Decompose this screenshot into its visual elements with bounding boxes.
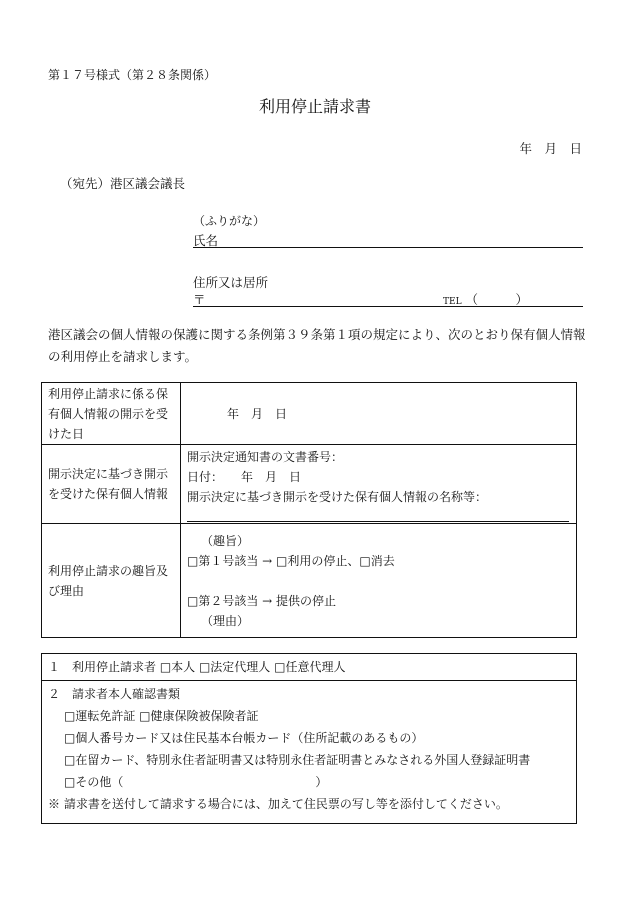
table-row — [42, 383, 577, 445]
tel-parens: （ ） — [465, 292, 529, 307]
table-row — [42, 654, 577, 681]
name-field[interactable] — [193, 231, 583, 248]
identity-documents — [42, 681, 577, 824]
purpose-reason-label: 利用停止請求の趣旨及び理由 — [42, 524, 181, 638]
spacer — [187, 571, 570, 591]
doc-option-other[interactable]: □その他（ ） — [64, 775, 328, 789]
requester-table — [41, 653, 577, 824]
postal-mark: 〒 — [193, 292, 206, 307]
table-row — [42, 681, 577, 824]
doc-option[interactable]: □運転免許証 □健康保険被保険者証 — [64, 709, 259, 723]
reason-label: （理由） — [201, 613, 250, 628]
request-date: 年 月 日 — [519, 141, 582, 156]
page-title: 利用停止請求書 — [258, 97, 371, 116]
option-article-2[interactable]: □第２号該当 → 提供の停止 — [187, 593, 337, 608]
disclosed-info-label: 開示決定に基づき開示を受けた保有個人情報 — [42, 445, 181, 524]
identity-documents-title: ２ 請求者本人確認書類 — [48, 687, 181, 701]
requester-type[interactable]: １ 利用停止請求者 □本人 □法定代理人 □任意代理人 — [42, 654, 577, 681]
address-field[interactable] — [193, 290, 583, 307]
doc-option[interactable]: □在留カード、特別永住者証明書又は特別永住者証明書とみなされる外国人登録証明書 — [64, 753, 531, 767]
disclosure-date-field[interactable] — [181, 383, 577, 445]
purpose-reason-field[interactable] — [181, 524, 577, 638]
purpose-label: （趣旨） — [201, 533, 250, 548]
mailing-note: ※ 請求書を送付して請求する場合には、加えて住民票の写し等を添付してください。 — [48, 797, 508, 811]
doc-option[interactable]: □個人番号カード又は住民基本台帳カード（住所記載のあるもの） — [64, 731, 424, 745]
document-number-label: 開示決定通知書の文書番号： — [187, 449, 344, 464]
disclosed-info-field[interactable] — [181, 445, 577, 524]
table-row — [42, 445, 577, 524]
name-label: 氏名 — [193, 233, 219, 248]
furigana-label: （ふりがな） — [193, 214, 266, 228]
form-number: 第１７号様式（第２８条関係） — [48, 68, 217, 82]
intro-paragraph: 港区議会の個人情報の保護に関する条例第３９条第１項の規定により、次のとおり保有個人情報の利用停止を請求します。 — [48, 327, 586, 364]
request-details-table — [41, 382, 577, 638]
document-date-label: 日付： 年 月 日 — [187, 469, 302, 484]
disclosure-date-value: 年 月 日 — [227, 406, 288, 421]
tel-field[interactable] — [443, 290, 528, 308]
info-name-line[interactable] — [187, 513, 569, 522]
disclosure-date-label: 利用停止請求に係る保有個人情報の開示を受けた日 — [42, 383, 181, 445]
tel-label: TEL — [443, 297, 462, 307]
option-article-1[interactable]: □第１号該当 → □利用の停止、□消去 — [187, 553, 395, 568]
address-label: 住所又は居所 — [193, 275, 269, 290]
table-row — [42, 524, 577, 638]
info-name-label: 開示決定に基づき開示を受けた保有個人情報の名称等： — [187, 489, 488, 504]
addressee: （宛先）港区議会議長 — [60, 176, 186, 191]
